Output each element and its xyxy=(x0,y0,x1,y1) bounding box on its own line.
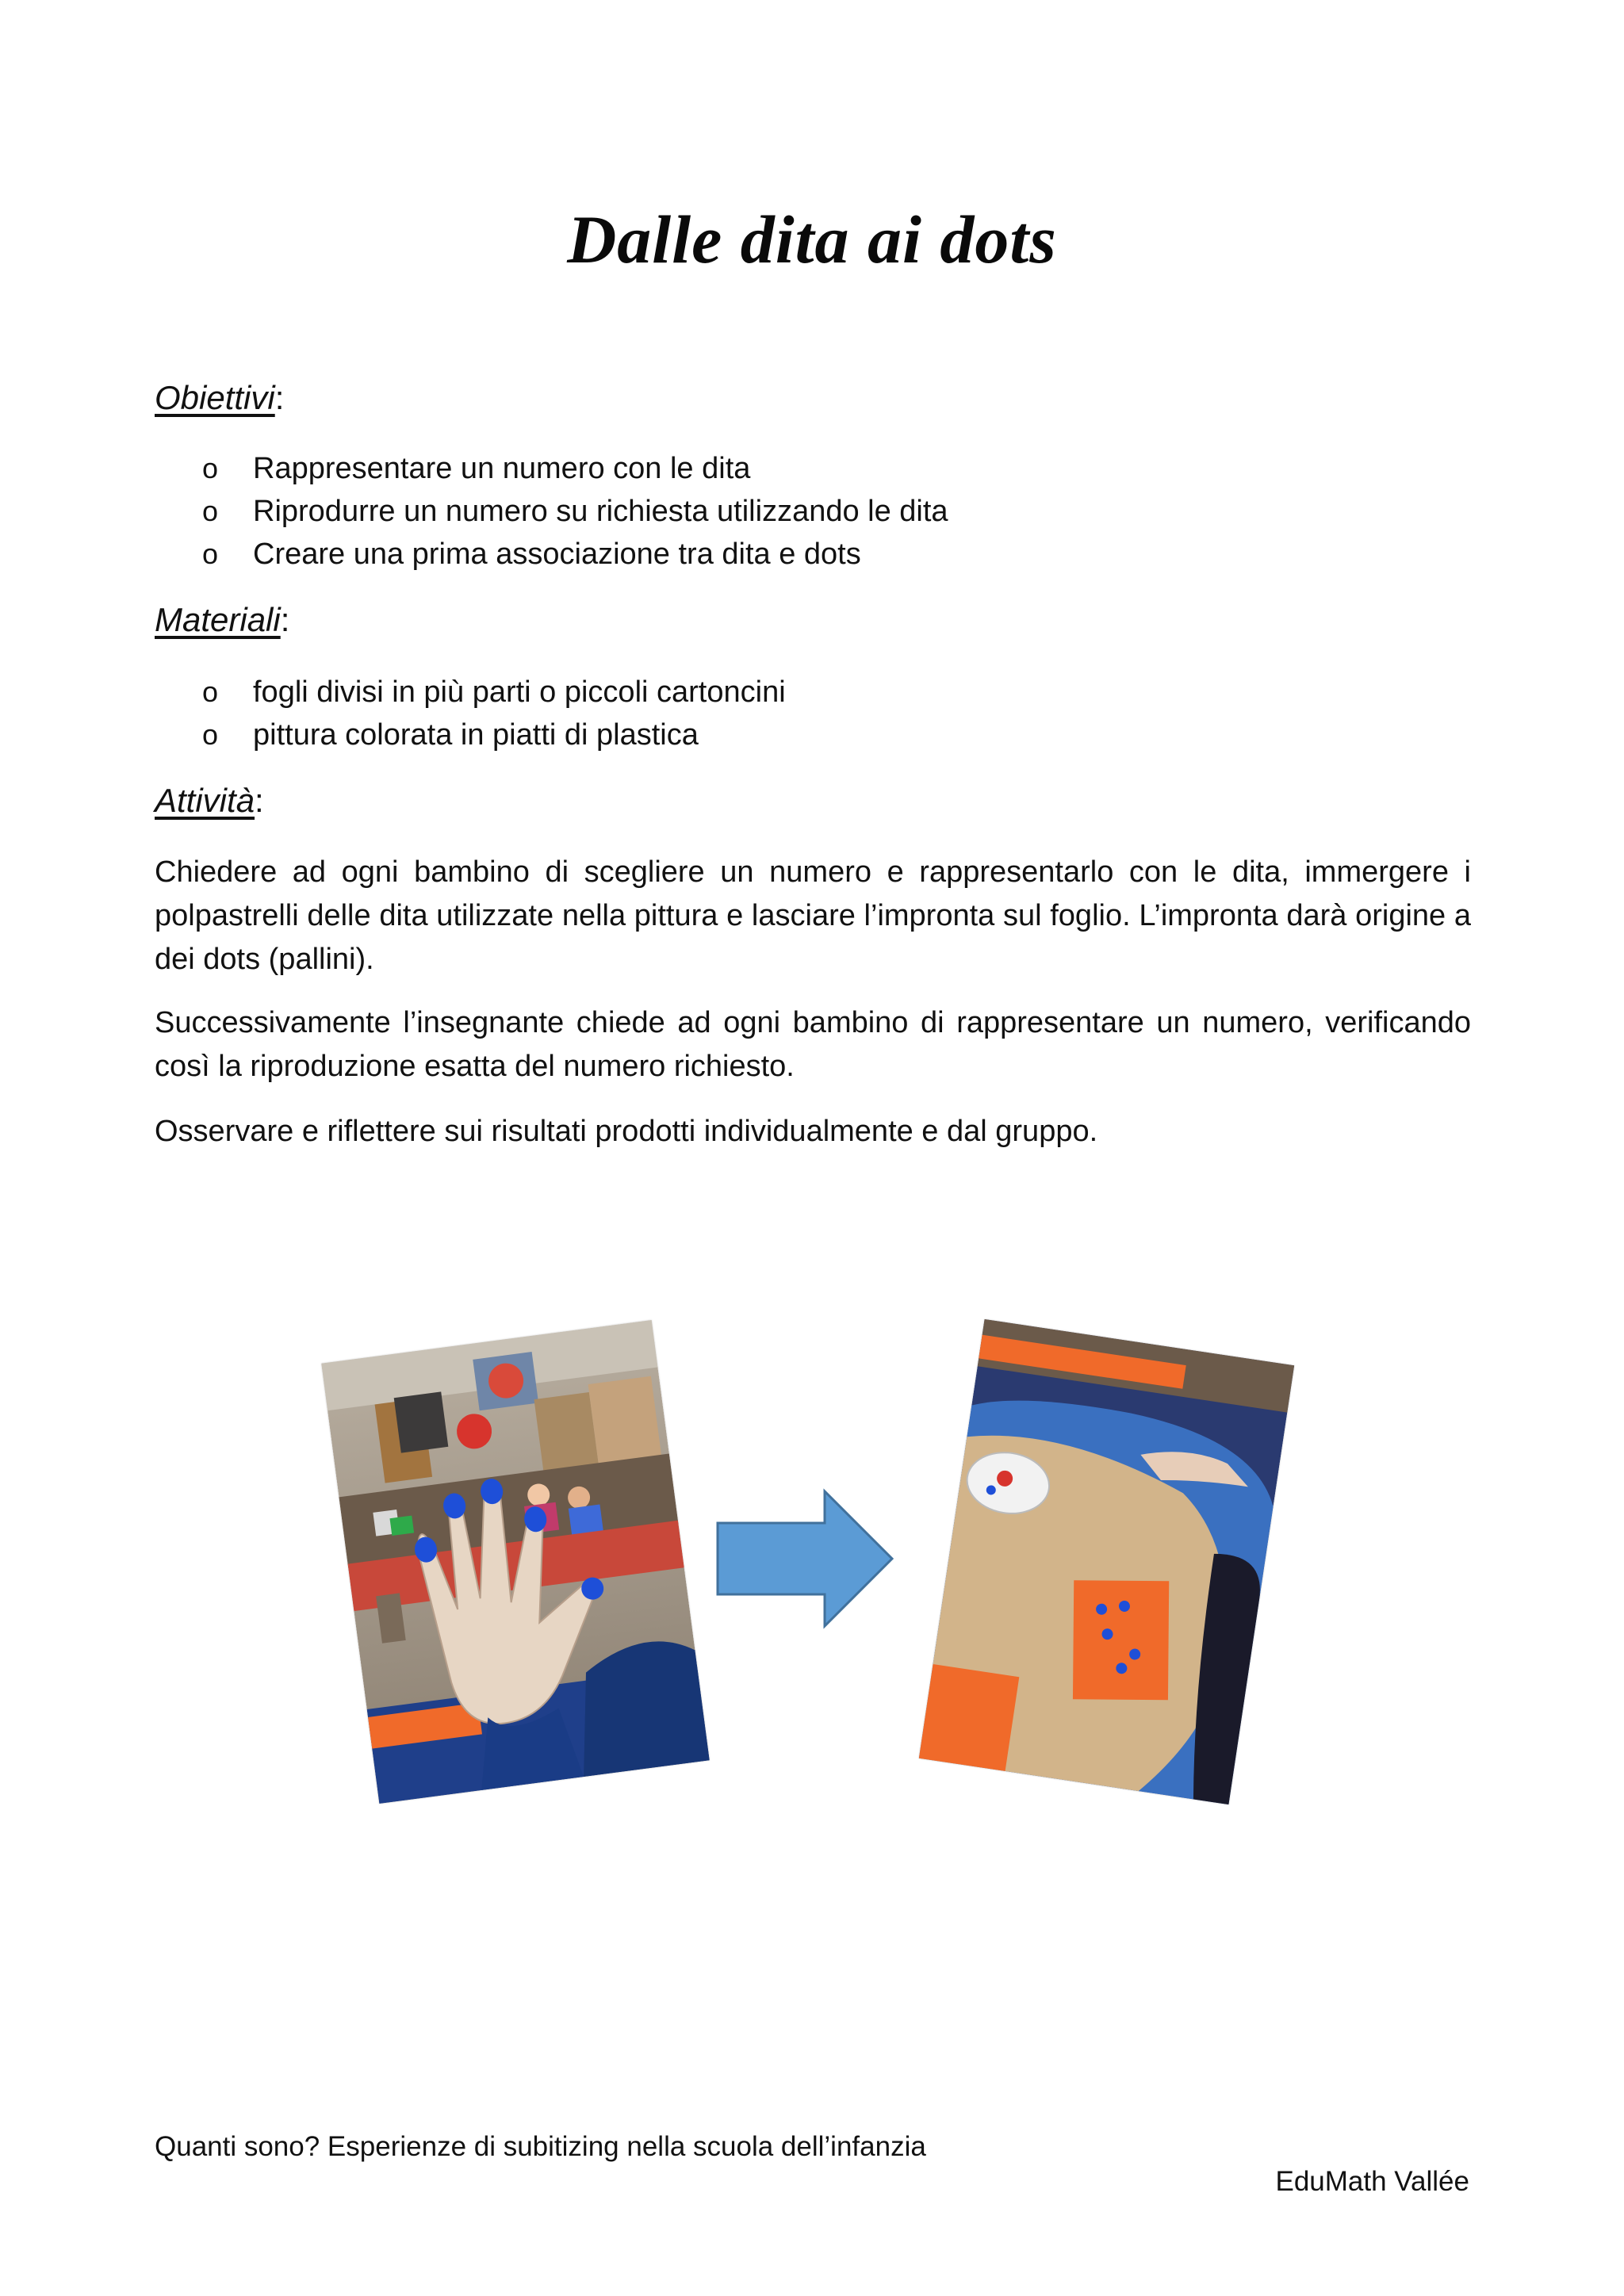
page-title: Dalle dita ai dots xyxy=(567,201,1057,277)
bullet-icon: o xyxy=(202,718,219,751)
bullet-icon: o xyxy=(202,495,219,527)
list-item: o Riprodurre un numero su richiesta utilizzando le dita xyxy=(202,490,948,533)
activity-heading-text: Attività xyxy=(155,782,255,819)
materials-list xyxy=(202,671,786,756)
bullet-icon: o xyxy=(202,452,219,484)
hand-photo-image xyxy=(321,1320,710,1804)
list-item: o pittura colorata in piatti di plastica xyxy=(202,714,786,756)
hand-photo xyxy=(321,1320,710,1804)
right-arrow-icon xyxy=(714,1487,898,1630)
activity-paragraph: Chiedere ad ogni bambino di scegliere un numero e rappresentarlo con le dita, immergere i polpastrelli delle dita utilizzate nella pittura e lasciare l’impronta sul foglio. L’impronta darà origine a dei dots (pallini). xyxy=(155,855,1471,976)
activity-paragraph: Successivamente l’insegnante chiede ad ogni bambino di rappresentare un numero, verificando così la riproduzione esatta del numero richiesto. xyxy=(155,1006,1471,1083)
materials-heading-text: Materiali xyxy=(155,601,281,638)
activity-paragraph: Osservare e riflettere sui risultati prodotti individualmente e dal gruppo. xyxy=(155,1115,1098,1148)
activity-heading: Attività: xyxy=(155,782,264,819)
list-item: o Rappresentare un numero con le dita xyxy=(202,447,948,490)
footer-book-title: Quanti sono? Esperienze di subitizing nella scuola dell’infanzia xyxy=(155,2131,926,2162)
fingerprint-card-photo xyxy=(919,1319,1294,1804)
objectives-list xyxy=(202,447,948,576)
arrow-shape xyxy=(718,1491,892,1626)
list-item: o fogli divisi in più parti o piccoli cartoncini xyxy=(202,671,786,714)
footer-author: EduMath Vallée xyxy=(1275,2166,1469,2197)
objectives-heading-text: Obiettivi xyxy=(155,379,275,416)
fingerprint-card-photo-image xyxy=(919,1319,1294,1804)
materials-heading: Materiali: xyxy=(155,601,290,638)
bullet-icon: o xyxy=(202,675,219,708)
objectives-heading: Obiettivi: xyxy=(155,379,285,416)
bullet-icon: o xyxy=(202,538,219,570)
list-item: o Creare una prima associazione tra dita e dots xyxy=(202,533,948,576)
